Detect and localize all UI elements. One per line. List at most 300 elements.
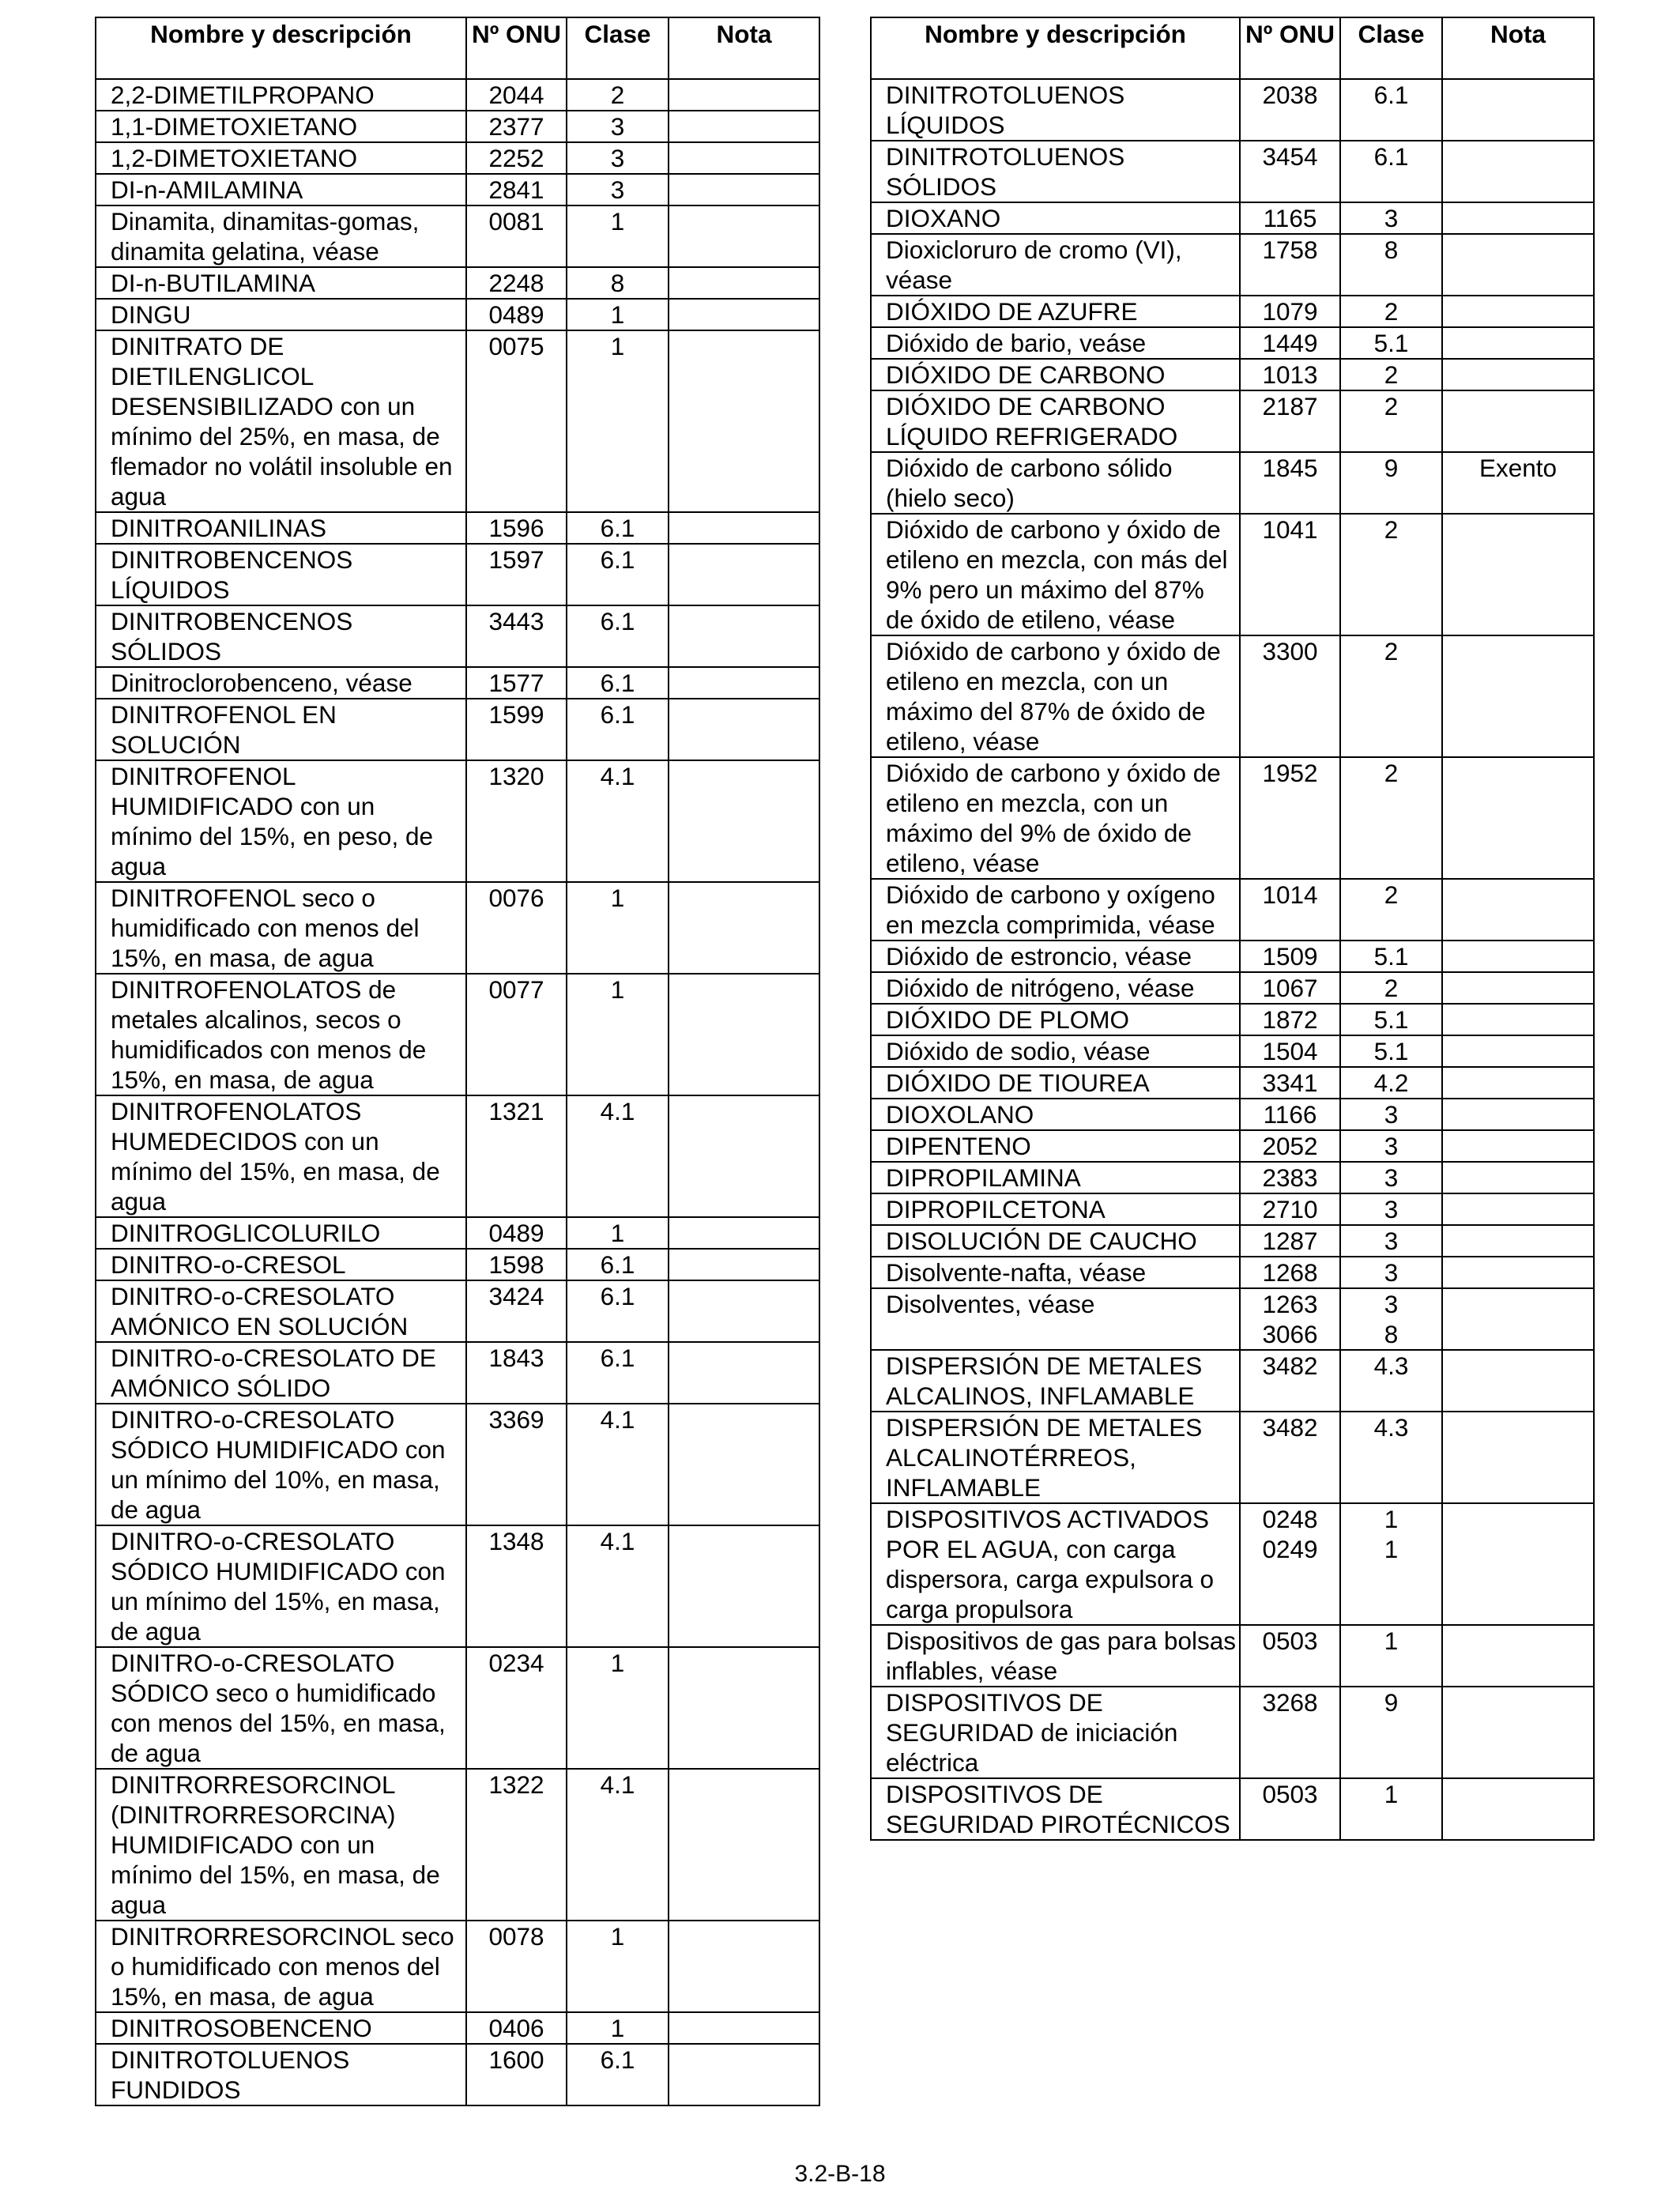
cell-name: DINITRORRESORCINOL (DINITRORRESORCINA) HUMIDIFICADO con un mínimo del 15%, en masa, de agua — [96, 1769, 466, 1921]
cell-clase: 3 — [1340, 1162, 1442, 1193]
cell-onu: 1596 — [466, 512, 567, 544]
right-table — [870, 17, 1595, 1841]
table-row — [871, 972, 1594, 1004]
cell-onu: 0078 — [466, 1921, 567, 2012]
cell-clase: 2 — [1340, 635, 1442, 757]
cell-nota — [1442, 296, 1594, 327]
cell-name: DISOLUCIÓN DE CAUCHO — [871, 1225, 1240, 1257]
table-row — [96, 330, 819, 512]
header-onu: Nº ONU — [466, 17, 567, 79]
cell-onu: 1322 — [466, 1769, 567, 1921]
cell-name: Dioxicloruro de cromo (VI), véase — [871, 234, 1240, 296]
cell-clase: 3 — [567, 111, 669, 142]
table-row — [96, 1921, 819, 2012]
table-row — [871, 1288, 1594, 1350]
cell-clase: 9 — [1340, 1687, 1442, 1778]
cell-clase: 4.2 — [1340, 1067, 1442, 1099]
cell-clase: 3 8 — [1340, 1288, 1442, 1350]
table-row — [96, 205, 819, 267]
cell-nota — [1442, 1035, 1594, 1067]
cell-nota — [669, 1525, 819, 1647]
cell-clase: 2 — [1340, 972, 1442, 1004]
cell-nota — [669, 2012, 819, 2044]
cell-clase: 1 — [567, 974, 669, 1095]
cell-name: DI-n-BUTILAMINA — [96, 267, 466, 299]
cell-nota — [669, 882, 819, 974]
table-row — [871, 757, 1594, 879]
cell-clase: 4.3 — [1340, 1350, 1442, 1412]
cell-onu: 0489 — [466, 299, 567, 330]
cell-clase: 2 — [1340, 879, 1442, 941]
table-row — [96, 111, 819, 142]
table-row — [96, 1769, 819, 1921]
cell-nota — [669, 111, 819, 142]
cell-name: DINITROANILINAS — [96, 512, 466, 544]
cell-onu: 3482 — [1240, 1412, 1340, 1503]
cell-name: DIPROPILCETONA — [871, 1193, 1240, 1225]
cell-name: DI-n-AMILAMINA — [96, 174, 466, 205]
table-row — [96, 1095, 819, 1217]
cell-name: 1,2-DIMETOXIETANO — [96, 142, 466, 174]
cell-onu: 3482 — [1240, 1350, 1340, 1412]
cell-name: DISPOSITIVOS DE SEGURIDAD de iniciación eléctrica — [871, 1687, 1240, 1778]
table-row — [871, 1687, 1594, 1778]
cell-onu: 1504 — [1240, 1035, 1340, 1067]
table-row — [871, 1778, 1594, 1840]
cell-name: DINITROBENCENOS LÍQUIDOS — [96, 544, 466, 605]
table-row — [871, 327, 1594, 359]
cell-nota — [669, 760, 819, 882]
cell-nota — [669, 1769, 819, 1921]
cell-onu: 3369 — [466, 1404, 567, 1525]
cell-name: DIOXOLANO — [871, 1099, 1240, 1130]
cell-nota — [1442, 1288, 1594, 1350]
cell-clase: 3 — [1340, 1130, 1442, 1162]
cell-clase: 1 — [567, 1217, 669, 1249]
cell-clase: 3 — [1340, 1225, 1442, 1257]
cell-onu: 0406 — [466, 2012, 567, 2044]
cell-onu: 2052 — [1240, 1130, 1340, 1162]
cell-name: Dinitroclorobenceno, véase — [96, 667, 466, 699]
cell-clase: 3 — [1340, 202, 1442, 234]
cell-clase: 2 — [1340, 757, 1442, 879]
cell-onu: 2710 — [1240, 1193, 1340, 1225]
table-row — [96, 1217, 819, 1249]
header-clase: Clase — [567, 17, 669, 79]
header-name: Nombre y descripción — [871, 17, 1240, 79]
cell-nota — [1442, 757, 1594, 879]
cell-onu: 1263 3066 — [1240, 1288, 1340, 1350]
cell-clase: 6.1 — [567, 512, 669, 544]
cell-name: DISPERSIÓN DE METALES ALCALINOTÉRREOS, INFLAMABLE — [871, 1412, 1240, 1503]
cell-clase: 3 — [567, 174, 669, 205]
cell-clase: 1 1 — [1340, 1503, 1442, 1625]
table-row — [871, 359, 1594, 390]
cell-clase: 5.1 — [1340, 1004, 1442, 1035]
cell-name: DINITRO-o-CRESOLATO AMÓNICO EN SOLUCIÓN — [96, 1280, 466, 1342]
cell-nota — [1442, 1350, 1594, 1412]
cell-onu: 1041 — [1240, 514, 1340, 635]
cell-nota — [1442, 202, 1594, 234]
cell-onu: 1845 — [1240, 452, 1340, 514]
table-row — [96, 699, 819, 760]
cell-clase: 2 — [1340, 390, 1442, 452]
cell-nota — [1442, 359, 1594, 390]
cell-name: DINITROTOLUENOS LÍQUIDOS — [871, 79, 1240, 141]
cell-onu: 2044 — [466, 79, 567, 111]
cell-name: DINITROTOLUENOS SÓLIDOS — [871, 141, 1240, 202]
cell-onu: 1321 — [466, 1095, 567, 1217]
cell-nota — [1442, 1257, 1594, 1288]
cell-onu: 3443 — [466, 605, 567, 667]
cell-clase: 8 — [1340, 234, 1442, 296]
table-row — [871, 1503, 1594, 1625]
table-header-row — [96, 17, 819, 79]
cell-clase: 6.1 — [567, 605, 669, 667]
cell-clase: 1 — [567, 1647, 669, 1769]
cell-clase: 5.1 — [1340, 941, 1442, 972]
cell-onu: 1165 — [1240, 202, 1340, 234]
table-row — [96, 882, 819, 974]
cell-nota — [1442, 1004, 1594, 1035]
cell-nota — [1442, 234, 1594, 296]
table-row — [96, 79, 819, 111]
cell-onu: 1449 — [1240, 327, 1340, 359]
cell-nota — [1442, 635, 1594, 757]
cell-clase: 1 — [1340, 1778, 1442, 1840]
table-row — [96, 544, 819, 605]
cell-onu: 1013 — [1240, 359, 1340, 390]
cell-onu: 1509 — [1240, 941, 1340, 972]
cell-clase: 5.1 — [1340, 327, 1442, 359]
cell-clase: 4.1 — [567, 1769, 669, 1921]
cell-nota — [1442, 1778, 1594, 1840]
cell-nota — [669, 330, 819, 512]
cell-onu: 0075 — [466, 330, 567, 512]
cell-name: DINITRO-o-CRESOLATO SÓDICO seco o humidificado con menos del 15%, en masa, de agua — [96, 1647, 466, 1769]
cell-nota — [669, 974, 819, 1095]
table-row — [96, 299, 819, 330]
cell-onu: 0081 — [466, 205, 567, 267]
cell-nota — [1442, 514, 1594, 635]
header-onu: Nº ONU — [1240, 17, 1340, 79]
cell-name: DIÓXIDO DE PLOMO — [871, 1004, 1240, 1035]
cell-onu: 1872 — [1240, 1004, 1340, 1035]
cell-nota — [669, 699, 819, 760]
table-row — [871, 635, 1594, 757]
cell-name: DIPENTENO — [871, 1130, 1240, 1162]
cell-nota — [1442, 1067, 1594, 1099]
cell-onu: 3341 — [1240, 1067, 1340, 1099]
cell-clase: 8 — [567, 267, 669, 299]
cell-clase: 6.1 — [567, 1280, 669, 1342]
cell-nota — [669, 512, 819, 544]
cell-clase: 6.1 — [567, 544, 669, 605]
cell-nota — [1442, 141, 1594, 202]
cell-name: DINITROBENCENOS SÓLIDOS — [96, 605, 466, 667]
table-row — [871, 202, 1594, 234]
cell-clase: 1 — [567, 299, 669, 330]
cell-nota — [669, 1404, 819, 1525]
table-row — [96, 667, 819, 699]
table-row — [96, 512, 819, 544]
cell-clase: 4.3 — [1340, 1412, 1442, 1503]
cell-nota — [669, 1095, 819, 1217]
table-row — [871, 1350, 1594, 1412]
cell-name: DINITRORRESORCINOL seco o humidificado con menos del 15%, en masa, de agua — [96, 1921, 466, 2012]
cell-clase: 6.1 — [567, 699, 669, 760]
cell-clase: 2 — [1340, 514, 1442, 635]
cell-nota — [1442, 1412, 1594, 1503]
cell-nota — [1442, 1193, 1594, 1225]
cell-name: DIOXANO — [871, 202, 1240, 234]
cell-clase: 1 — [567, 205, 669, 267]
cell-name: DINITRO-o-CRESOLATO DE AMÓNICO SÓLIDO — [96, 1342, 466, 1404]
cell-name: 2,2-DIMETILPROPANO — [96, 79, 466, 111]
cell-name: Dióxido de carbono sólido (hielo seco) — [871, 452, 1240, 514]
cell-clase: 1 — [567, 882, 669, 974]
cell-onu: 0248 0249 — [1240, 1503, 1340, 1625]
table-row — [96, 1404, 819, 1525]
cell-clase: 6.1 — [1340, 79, 1442, 141]
table-row — [871, 141, 1594, 202]
cell-clase: 2 — [1340, 296, 1442, 327]
cell-clase: 3 — [1340, 1193, 1442, 1225]
cell-nota — [669, 1217, 819, 1249]
cell-onu: 1597 — [466, 544, 567, 605]
cell-clase: 1 — [567, 330, 669, 512]
table-row — [96, 142, 819, 174]
cell-name: Dióxido de carbono y óxido de etileno en mezcla, con más del 9% pero un máximo del 87% de óxido de etileno, véase — [871, 514, 1240, 635]
cell-onu: 1599 — [466, 699, 567, 760]
cell-nota — [669, 1647, 819, 1769]
cell-name: Dióxido de bario, veáse — [871, 327, 1240, 359]
cell-onu: 1014 — [1240, 879, 1340, 941]
table-row — [96, 1342, 819, 1404]
left-table — [95, 17, 820, 2106]
table-row — [96, 1647, 819, 1769]
header-clase: Clase — [1340, 17, 1442, 79]
cell-onu: 2248 — [466, 267, 567, 299]
table-row — [871, 1130, 1594, 1162]
cell-name: DINITRO-o-CRESOLATO SÓDICO HUMIDIFICADO con un mínimo del 10%, en masa, de agua — [96, 1404, 466, 1525]
cell-name: DINITROFENOLATOS de metales alcalinos, secos o humidificados con menos de 15%, en masa, de agua — [96, 974, 466, 1095]
cell-onu: 2038 — [1240, 79, 1340, 141]
cell-clase: 6.1 — [567, 1249, 669, 1280]
cell-name: DIÓXIDO DE CARBONO LÍQUIDO REFRIGERADO — [871, 390, 1240, 452]
cell-clase: 4.1 — [567, 1095, 669, 1217]
cell-nota — [1442, 1225, 1594, 1257]
cell-name: DINITROFENOL EN SOLUCIÓN — [96, 699, 466, 760]
cell-nota — [669, 267, 819, 299]
cell-nota — [1442, 79, 1594, 141]
table-row — [871, 1162, 1594, 1193]
cell-nota — [1442, 972, 1594, 1004]
cell-name: DINITROGLICOLURILO — [96, 1217, 466, 1249]
cell-onu: 2187 — [1240, 390, 1340, 452]
table-row — [96, 1525, 819, 1647]
cell-nota — [669, 1921, 819, 2012]
cell-clase: 6.1 — [567, 1342, 669, 1404]
table-row — [96, 1280, 819, 1342]
cell-onu: 0503 — [1240, 1778, 1340, 1840]
table-row — [871, 1257, 1594, 1288]
cell-onu: 1600 — [466, 2044, 567, 2105]
table-row — [96, 974, 819, 1095]
table-row — [96, 2012, 819, 2044]
cell-nota — [1442, 1099, 1594, 1130]
table-row — [871, 452, 1594, 514]
cell-name: Dióxido de carbono y óxido de etileno en mezcla, con un máximo del 9% de óxido de etileno, véase — [871, 757, 1240, 879]
cell-nota: Exento — [1442, 452, 1594, 514]
cell-name: DINITROSOBENCENO — [96, 2012, 466, 2044]
cell-onu: 1952 — [1240, 757, 1340, 879]
cell-nota — [669, 1280, 819, 1342]
table-row — [96, 760, 819, 882]
cell-name: DINITRO-o-CRESOLATO SÓDICO HUMIDIFICADO con un mínimo del 15%, en masa, de agua — [96, 1525, 466, 1647]
table-row — [871, 1067, 1594, 1099]
cell-nota — [669, 544, 819, 605]
cell-nota — [1442, 1130, 1594, 1162]
cell-nota — [669, 667, 819, 699]
cell-onu: 0076 — [466, 882, 567, 974]
cell-nota — [1442, 879, 1594, 941]
cell-name: DISPOSITIVOS DE SEGURIDAD PIROTÉCNICOS — [871, 1778, 1240, 1840]
cell-onu: 2377 — [466, 111, 567, 142]
page-number: 3.2-B-18 — [794, 2161, 886, 2187]
table-row — [871, 514, 1594, 635]
table-row — [96, 267, 819, 299]
cell-name: DINITROFENOLATOS HUMEDECIDOS con un mínimo del 15%, en masa, de agua — [96, 1095, 466, 1217]
cell-onu: 1067 — [1240, 972, 1340, 1004]
table-row — [871, 1625, 1594, 1687]
cell-clase: 4.1 — [567, 760, 669, 882]
cell-name: DIÓXIDO DE AZUFRE — [871, 296, 1240, 327]
cell-nota — [669, 142, 819, 174]
cell-onu: 1348 — [466, 1525, 567, 1647]
table-row — [871, 234, 1594, 296]
cell-name: DINITROFENOL HUMIDIFICADO con un mínimo del 15%, en peso, de agua — [96, 760, 466, 882]
cell-name: 1,1-DIMETOXIETANO — [96, 111, 466, 142]
cell-clase: 9 — [1340, 452, 1442, 514]
cell-name: DISPOSITIVOS ACTIVADOS POR EL AGUA, con carga dispersora, carga expulsora o carga propulsora — [871, 1503, 1240, 1625]
cell-name: DINITRO-o-CRESOL — [96, 1249, 466, 1280]
cell-onu: 0077 — [466, 974, 567, 1095]
cell-nota — [1442, 327, 1594, 359]
cell-nota — [1442, 1503, 1594, 1625]
cell-onu: 3454 — [1240, 141, 1340, 202]
table-row — [871, 1099, 1594, 1130]
cell-clase: 6.1 — [567, 2044, 669, 2105]
table-header-row — [871, 17, 1594, 79]
cell-onu: 1287 — [1240, 1225, 1340, 1257]
cell-clase: 3 — [1340, 1257, 1442, 1288]
cell-onu: 3268 — [1240, 1687, 1340, 1778]
cell-clase: 6.1 — [1340, 141, 1442, 202]
table-row — [871, 390, 1594, 452]
cell-nota — [1442, 390, 1594, 452]
cell-nota — [669, 605, 819, 667]
cell-onu: 1598 — [466, 1249, 567, 1280]
table-row — [871, 1225, 1594, 1257]
cell-clase: 3 — [567, 142, 669, 174]
cell-clase: 1 — [567, 1921, 669, 2012]
cell-onu: 2841 — [466, 174, 567, 205]
cell-onu: 1166 — [1240, 1099, 1340, 1130]
cell-nota — [669, 174, 819, 205]
cell-onu: 0503 — [1240, 1625, 1340, 1687]
cell-clase: 4.1 — [567, 1404, 669, 1525]
cell-name: Dióxido de carbono y óxido de etileno en mezcla, con un máximo del 87% de óxido de etileno, véase — [871, 635, 1240, 757]
table-row — [96, 2044, 819, 2105]
cell-nota — [669, 1249, 819, 1280]
header-nota: Nota — [1442, 17, 1594, 79]
cell-name: Dinamita, dinamitas-gomas, dinamita gelatina, véase — [96, 205, 466, 267]
cell-name: Dispositivos de gas para bolsas inflables, véase — [871, 1625, 1240, 1687]
cell-name: DINGU — [96, 299, 466, 330]
cell-name: Disolventes, véase — [871, 1288, 1240, 1350]
table-row — [871, 1193, 1594, 1225]
cell-clase: 2 — [567, 79, 669, 111]
cell-onu: 0234 — [466, 1647, 567, 1769]
cell-onu: 1079 — [1240, 296, 1340, 327]
cell-nota — [1442, 1687, 1594, 1778]
cell-name: Dióxido de nitrógeno, véase — [871, 972, 1240, 1004]
cell-clase: 1 — [567, 2012, 669, 2044]
cell-clase: 5.1 — [1340, 1035, 1442, 1067]
cell-name: DIÓXIDO DE CARBONO — [871, 359, 1240, 390]
cell-onu: 2383 — [1240, 1162, 1340, 1193]
cell-name: DIPROPILAMINA — [871, 1162, 1240, 1193]
cell-name: DIÓXIDO DE TIOUREA — [871, 1067, 1240, 1099]
table-row — [871, 1412, 1594, 1503]
table-row — [871, 1004, 1594, 1035]
table-row — [96, 605, 819, 667]
cell-name: Dióxido de carbono y oxígeno en mezcla comprimida, véase — [871, 879, 1240, 941]
cell-clase: 4.1 — [567, 1525, 669, 1647]
cell-onu: 0489 — [466, 1217, 567, 1249]
cell-nota — [669, 79, 819, 111]
cell-nota — [1442, 1162, 1594, 1193]
cell-onu: 1758 — [1240, 234, 1340, 296]
cell-name: DINITROTOLUENOS FUNDIDOS — [96, 2044, 466, 2105]
table-row — [871, 1035, 1594, 1067]
cell-onu: 1320 — [466, 760, 567, 882]
cell-clase: 6.1 — [567, 667, 669, 699]
cell-clase: 3 — [1340, 1099, 1442, 1130]
cell-nota — [1442, 1625, 1594, 1687]
header-name: Nombre y descripción — [96, 17, 466, 79]
cell-nota — [669, 205, 819, 267]
cell-onu: 1843 — [466, 1342, 567, 1404]
cell-nota — [1442, 941, 1594, 972]
cell-name: Dióxido de estroncio, véase — [871, 941, 1240, 972]
cell-onu: 1268 — [1240, 1257, 1340, 1288]
cell-name: Dióxido de sodio, véase — [871, 1035, 1240, 1067]
cell-name: DISPERSIÓN DE METALES ALCALINOS, INFLAMABLE — [871, 1350, 1240, 1412]
table-row — [871, 941, 1594, 972]
table-row — [96, 174, 819, 205]
cell-onu: 3424 — [466, 1280, 567, 1342]
cell-clase: 1 — [1340, 1625, 1442, 1687]
cell-name: Disolvente-nafta, véase — [871, 1257, 1240, 1288]
table-row — [871, 296, 1594, 327]
cell-nota — [669, 2044, 819, 2105]
cell-nota — [669, 1342, 819, 1404]
cell-nota — [669, 299, 819, 330]
cell-clase: 2 — [1340, 359, 1442, 390]
cell-name: DINITRATO DE DIETILENGLICOL DESENSIBILIZADO con un mínimo del 25%, en masa, de flemador no volátil insoluble en agua — [96, 330, 466, 512]
